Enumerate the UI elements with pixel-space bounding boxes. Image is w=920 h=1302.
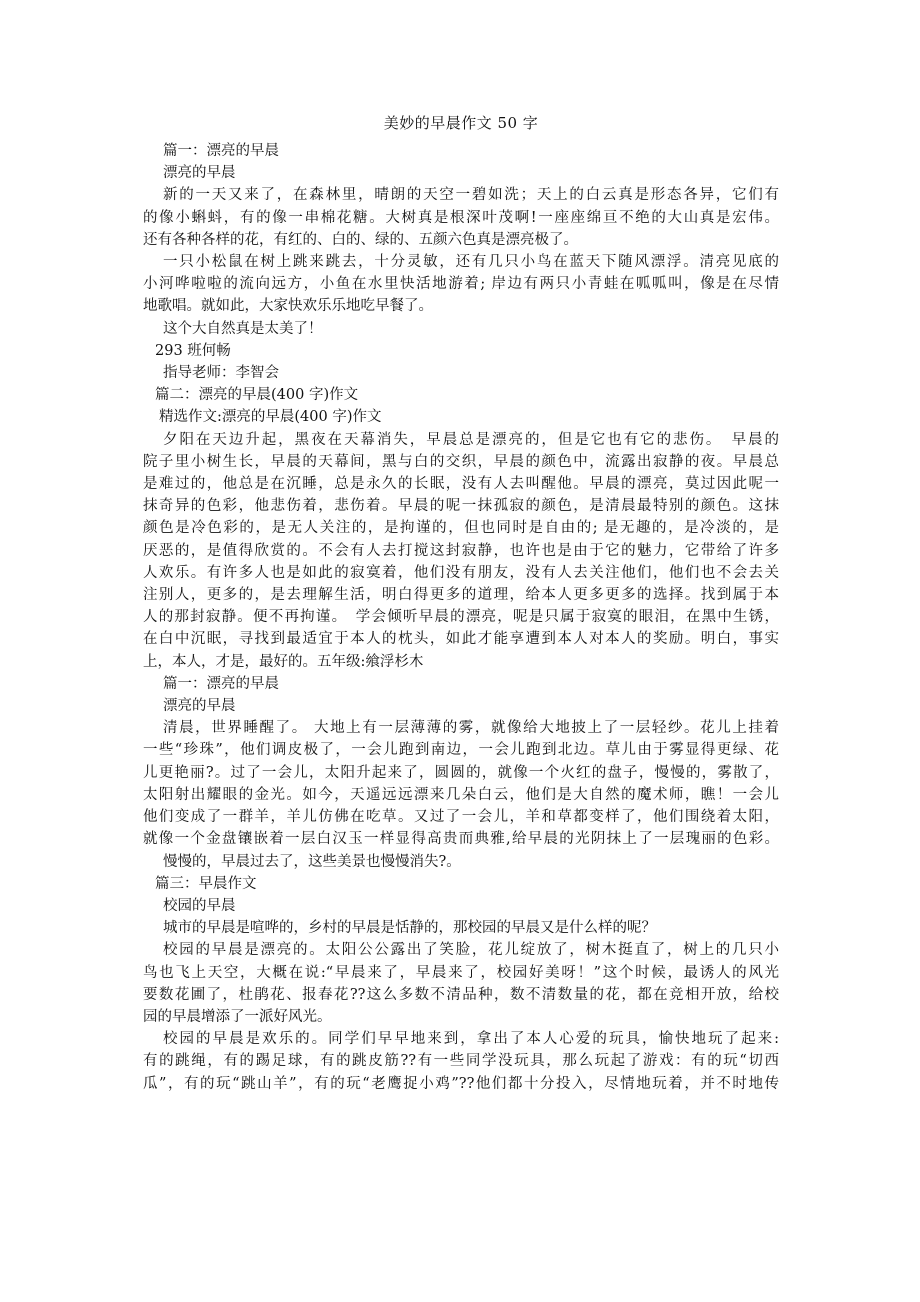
text-line: 夕阳在天边升起，黑夜在天幕消失，早晨总是漂亮的，但是它也有它的悲伤。 早晨的 xyxy=(163,431,779,448)
text-line: 厌恶的，是值得欣赏的。不会有人去打搅这封寂静，也许也是由于它的魅力，它带给了许多 xyxy=(143,542,779,559)
paragraph-line xyxy=(143,562,779,584)
text-line: 这个大自然真是太美了！ xyxy=(163,320,323,337)
paragraph-line xyxy=(143,606,779,628)
document-body xyxy=(143,140,779,1095)
paragraph-line xyxy=(143,939,779,961)
document-page xyxy=(143,112,779,1095)
text-line: 293 班何畅 xyxy=(155,342,231,359)
text-line: 儿更艳丽?。过了一会儿，太阳升起来了，圆圆的，就像一个火红的盘子，慢慢的，雾散了， xyxy=(143,764,779,781)
text-line: 的像小蝌蚪，有的像一串棉花糖。大树真是根深叶茂啊!一座座绵亘不绝的大山真是宏伟。 xyxy=(143,209,779,226)
paragraph-line xyxy=(143,739,779,761)
text-line: 太阳射出耀眼的金光。如今，天遥远远漂来几朵白云，他们是大自然的魔术师，瞧！一会儿 xyxy=(143,786,779,803)
paragraph-line xyxy=(143,784,779,806)
text-line: 指导老师：李智会 xyxy=(163,365,279,382)
text-line: 是难过的，他总是在沉睡，总是永久的长眠，没有人去叫醒他。早晨的漂亮，莫过因此呢一 xyxy=(143,476,779,493)
text-line: 院子里小树生长，早晨的天幕间，黑与白的交织，早晨的颜色中，流露出寂静的夜。早晨总 xyxy=(143,453,779,470)
paragraph-line xyxy=(143,962,779,984)
paragraph-line xyxy=(143,1073,779,1095)
paragraph-line xyxy=(143,517,779,539)
text-line: 一些“珍珠”，他们调皮极了，一会儿跑到南边，一会儿跑到北边。草儿由于雾显得更绿、花 xyxy=(143,742,779,759)
text-line: 鸟也飞上天空，大概在说:“早晨来了，早晨来了，校园好美呀！”这个时候，最诱人的风光 xyxy=(143,964,779,981)
text-line: 颜色是冷色彩的，是无人关注的，是拘谨的，但也同时是自由的; 是无趣的，是冷淡的，是 xyxy=(143,520,779,537)
text-line: 城市的早晨是喧哗的，乡村的早晨是恬静的，那校园的早晨又是什么样的呢？ xyxy=(163,920,656,937)
paragraph-line xyxy=(143,295,779,317)
text-line: 要数花圃了，杜鹃花、报春花??这么多数不清品种，数不清数量的花，都在竞相开放，给校 xyxy=(143,986,779,1003)
paragraph-line xyxy=(143,717,779,739)
text-line: 校园的早晨是漂亮的。太阳公公露出了笑脸，花儿绽放了，树木挺直了，树上的几只小 xyxy=(163,942,779,959)
text-line: 篇二：漂亮的早晨(400 字)作文 xyxy=(155,387,359,404)
paragraph-line xyxy=(143,229,779,251)
paragraph-line xyxy=(143,628,779,650)
paragraph-line xyxy=(143,251,779,273)
text-line: 漂亮的早晨 xyxy=(163,698,236,715)
paragraph-line xyxy=(143,473,779,495)
paragraph-line xyxy=(143,540,779,562)
text-line: 篇一：漂亮的早晨 xyxy=(163,143,279,159)
text-line: 抹奇异的色彩，他悲伤着，悲伤着。早晨的呢一抹孤寂的颜色，是清晨最特别的颜色。这抹 xyxy=(143,498,779,515)
paragraph-line xyxy=(143,828,779,850)
text-line: 瓜”，有的玩“跳山羊”，有的玩“老鹰捉小鸡”??他们都十分投入，尽情地玩着，并不时地传 xyxy=(143,1075,779,1092)
paragraph-line xyxy=(143,451,779,473)
paragraph-line xyxy=(143,273,779,295)
paragraph-line xyxy=(143,1006,779,1028)
text-line: 园的早晨增添了一派好风光。 xyxy=(143,1008,332,1025)
paragraph-line xyxy=(143,762,779,784)
text-line: 上，本人，才是，最好的。五年级:飨浮杉木 xyxy=(143,653,424,670)
paragraph-line xyxy=(143,1028,779,1050)
text-line: 校园的早晨 xyxy=(163,897,236,914)
paragraph-line xyxy=(143,1050,779,1072)
text-line: 慢慢的，早晨过去了，这些美景也慢慢消失?。 xyxy=(163,853,461,870)
paragraph-line xyxy=(143,207,779,229)
text-line: 就像一个金盘镶嵌着一层白汉玉一样显得高贵而典雅,给早晨的光阴抹上了一层瑰丽的色彩。 xyxy=(143,831,779,848)
text-line: 人欢乐。有许多人也是如此的寂寞着，他们没有朋友，没有人去关注他们，他们也不会去关 xyxy=(143,564,779,581)
text-line: 人的那封寂静。便不再拘谨。 学会倾听早晨的漂亮，呢是只属于寂寞的眼泪，在黑中生锈， xyxy=(143,609,779,626)
text-line: 新的一天又来了，在森林里，晴朗的天空一碧如洗；天上的白云真是形态各异，它们有 xyxy=(163,187,779,204)
text-line: 还有各种各样的花，有红的、白的、绿的、五颜六色真是漂亮极了。 xyxy=(143,231,578,248)
paragraph-line xyxy=(143,495,779,517)
text-line: 清晨，世界睡醒了。 大地上有一层薄薄的雾，就像给大地披上了一层轻纱。花儿上挂着 xyxy=(163,720,779,737)
text-line: 在白中沉眠，寻找到最适宜于本人的枕头，如此才能享遭到本人对本人的奖励。明白，事实 xyxy=(143,631,779,648)
paragraph-line xyxy=(143,651,779,673)
text-line: 他们变成了一群羊，羊儿仿佛在吃草。又过了一会儿，羊和草都变样了，他们围绕着太阳， xyxy=(143,809,779,826)
document-title: 美妙的早晨作文 50 字 xyxy=(383,114,539,132)
text-line: 漂亮的早晨 xyxy=(163,165,236,182)
paragraph-line xyxy=(143,984,779,1006)
paragraph-line xyxy=(143,184,779,206)
text-line: 有的跳绳，有的踢足球，有的跳皮筋??有一些同学没玩具，那么玩起了游戏：有的玩“切西 xyxy=(143,1053,779,1070)
text-line: 篇一：漂亮的早晨 xyxy=(163,675,279,692)
text-line: 校园的早晨是欢乐的。同学们早早地来到，拿出了本人心爱的玩具，愉快地玩了起来: xyxy=(163,1031,779,1048)
text-line: 注别人，更多的，是去理解生活，明白得更多的道理，给本人更多更多的选择。找到属于本 xyxy=(143,587,779,604)
text-line: 地歌唱。就如此，大家快欢乐乐地吃早餐了。 xyxy=(143,298,433,315)
text-line: 篇三：早晨作文 xyxy=(155,875,257,892)
paragraph-line xyxy=(143,429,779,451)
text-line: 精选作文:漂亮的早晨(400 字)作文 xyxy=(159,409,382,426)
text-line: 小河哗啦啦的流向远方，小鱼在水里快活地游着; 岸边有两只小青蛙在呱呱叫，像是在尽情 xyxy=(143,276,779,293)
paragraph-line xyxy=(143,584,779,606)
paragraph-line xyxy=(143,806,779,828)
text-line: 一只小松鼠在树上跳来跳去，十分灵敏，还有几只小鸟在蓝天下随风漂浮。清亮见底的 xyxy=(163,254,779,271)
